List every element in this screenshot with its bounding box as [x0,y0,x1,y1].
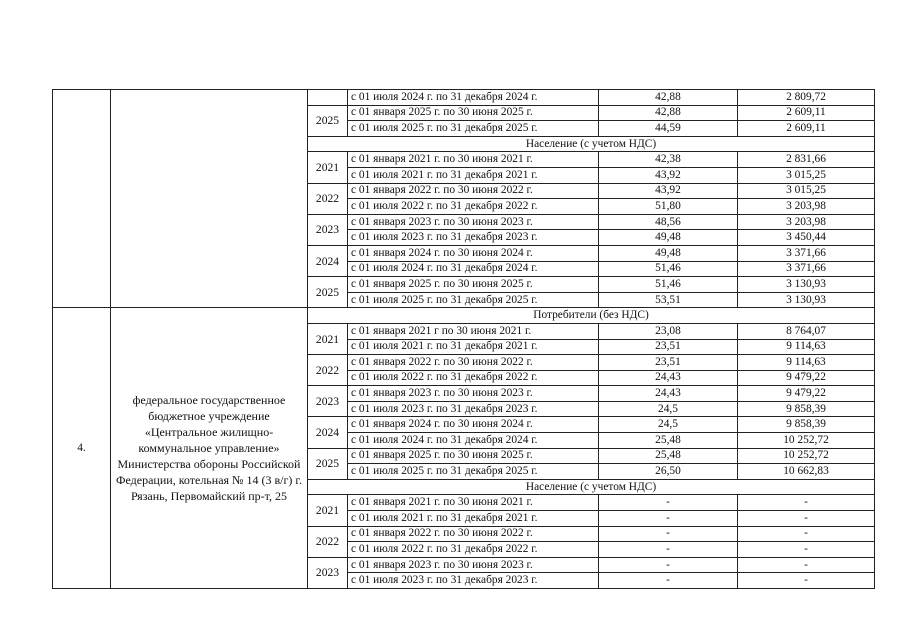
tariff-value-cell: - [599,495,738,511]
period-cell: с 01 января 2021 г. по 30 июня 2021 г. [348,495,599,511]
period-cell: с 01 января 2022 г. по 30 июня 2022 г. [348,183,599,199]
tariff-value-cell: 43,92 [599,183,738,199]
year-cell: 2022 [308,526,348,557]
year-cell: 2025 [308,105,348,136]
period-cell: с 01 июля 2025 г. по 31 декабря 2025 г. [348,292,599,308]
period-cell: с 01 января 2025 г. по 30 июня 2025 г. [348,448,599,464]
tariff-value-cell: - [599,542,738,558]
tariff-value-cell: 25,48 [599,448,738,464]
tariff-value-cell: 24,5 [599,417,738,433]
year-cell: 2021 [308,323,348,354]
year-cell: 2024 [308,245,348,276]
year-cell: 2025 [308,448,348,479]
tariff-value-cell: 42,88 [599,105,738,121]
year-cell: 2025 [308,277,348,308]
tariff-value-cell-2: 9 114,63 [738,355,875,371]
period-cell: с 01 июля 2024 г. по 31 декабря 2024 г. [348,261,599,277]
tariff-value-cell-2: - [738,573,875,589]
tariff-value-cell: 42,38 [599,152,738,168]
tariff-value-cell-2: 2 809,72 [738,90,875,106]
period-cell: с 01 января 2022 г. по 30 июня 2022 г. [348,355,599,371]
tariff-value-cell-2: 8 764,07 [738,323,875,339]
tariff-value-cell: - [599,526,738,542]
tariff-value-cell: 26,50 [599,464,738,480]
period-cell: с 01 января 2023 г. по 30 июня 2023 г. [348,386,599,402]
tariff-value-cell-2: 2 831,66 [738,152,875,168]
tariff-value-cell-2: 2 609,11 [738,105,875,121]
tariff-table-body [53,90,875,589]
year-cell: 2023 [308,386,348,417]
year-cell: 2022 [308,183,348,214]
tariff-value-cell: 51,46 [599,261,738,277]
tariff-value-cell-2: 10 662,83 [738,464,875,480]
period-cell: с 01 июля 2021 г. по 31 декабря 2021 г. [348,167,599,183]
tariff-value-cell-2: - [738,557,875,573]
period-cell: с 01 января 2025 г. по 30 июня 2025 г. [348,277,599,293]
category-heading: Население (с учетом НДС) [308,479,875,495]
tariff-value-cell: 51,46 [599,277,738,293]
category-heading: Население (с учетом НДС) [308,136,875,152]
tariff-value-cell: 43,92 [599,167,738,183]
period-cell: с 01 января 2021 г по 30 июня 2021 г. [348,323,599,339]
tariff-value-cell-2: - [738,542,875,558]
period-cell: с 01 июля 2023 г. по 31 декабря 2023 г. [348,230,599,246]
tariff-value-cell-2: 3 130,93 [738,277,875,293]
period-cell: с 01 января 2021 г. по 30 июня 2021 г. [348,152,599,168]
period-cell: с 01 января 2023 г. по 30 июня 2023 г. [348,557,599,573]
tariff-value-cell: 24,43 [599,386,738,402]
tariff-value-cell-2: 9 858,39 [738,417,875,433]
period-cell: с 01 июля 2025 г. по 31 декабря 2025 г. [348,121,599,137]
tariff-value-cell: 53,51 [599,292,738,308]
year-cell: 2021 [308,495,348,526]
tariff-value-cell-2: 3 450,44 [738,230,875,246]
tariff-value-cell-2: 9 114,63 [738,339,875,355]
period-cell: с 01 июля 2022 г. по 31 декабря 2022 г. [348,370,599,386]
tariff-value-cell-2: 10 252,72 [738,448,875,464]
year-cell: 2021 [308,152,348,183]
tariff-value-cell-2: - [738,526,875,542]
tariff-value-cell-2: 2 609,11 [738,121,875,137]
tariff-value-cell: 51,80 [599,199,738,215]
period-cell: с 01 июля 2021 г. по 31 декабря 2021 г. [348,339,599,355]
period-cell: с 01 января 2024 г. по 30 июня 2024 г. [348,417,599,433]
period-cell: с 01 июля 2024 г. по 31 декабря 2024 г. [348,433,599,449]
tariff-value-cell: 25,48 [599,433,738,449]
tariff-value-cell: 44,59 [599,121,738,137]
tariff-value-cell: 48,56 [599,214,738,230]
tariff-value-cell: 49,48 [599,245,738,261]
tariff-value-cell-2: 9 479,22 [738,386,875,402]
tariff-value-cell-2: - [738,511,875,527]
entry-number-cell [53,90,111,308]
tariff-value-cell: 24,5 [599,401,738,417]
tariff-value-cell-2: - [738,495,875,511]
tariff-value-cell: 23,51 [599,355,738,371]
tariff-value-cell: 23,51 [599,339,738,355]
tariff-table [52,89,875,589]
tariff-value-cell: 23,08 [599,323,738,339]
tariff-value-cell-2: 3 130,93 [738,292,875,308]
tariff-value-cell: 49,48 [599,230,738,246]
period-cell: с 01 января 2024 г. по 30 июня 2024 г. [348,245,599,261]
tariff-row [53,90,875,106]
period-cell: с 01 июля 2024 г. по 31 декабря 2024 г. [348,90,599,106]
year-cell: 2023 [308,557,348,588]
period-cell: с 01 января 2023 г. по 30 июня 2023 г. [348,214,599,230]
category-heading: Потребители (без НДС) [308,308,875,324]
tariff-value-cell: 24,43 [599,370,738,386]
period-cell: с 01 июля 2022 г. по 31 декабря 2022 г. [348,199,599,215]
tariff-value-cell: 42,88 [599,90,738,106]
period-cell: с 01 июля 2025 г. по 31 декабря 2025 г. [348,464,599,480]
tariff-value-cell-2: 3 203,98 [738,199,875,215]
tariff-value-cell-2: 9 479,22 [738,370,875,386]
period-cell: с 01 июля 2023 г. по 31 декабря 2023 г. [348,401,599,417]
tariff-value-cell-2: 3 015,25 [738,183,875,199]
tariff-value-cell: - [599,511,738,527]
period-cell: с 01 января 2022 г. по 30 июня 2022 г. [348,526,599,542]
tariff-value-cell: - [599,573,738,589]
organization-cell: федеральное государственное бюджетное учреждение «Центральное жилищно-коммунальное управление» Министерства обороны Российской Федерации, котельная № 14 (3 в/г) г. Рязань, Первомайский пр-т, 25 [111,308,308,589]
period-cell: с 01 июля 2021 г. по 31 декабря 2021 г. [348,511,599,527]
tariff-value-cell-2: 3 015,25 [738,167,875,183]
tariff-value-cell-2: 9 858,39 [738,401,875,417]
period-cell: с 01 июля 2023 г. по 31 декабря 2023 г. [348,573,599,589]
year-cell: 2023 [308,214,348,245]
period-cell: с 01 июля 2022 г. по 31 декабря 2022 г. [348,542,599,558]
period-cell: с 01 января 2025 г. по 30 июня 2025 г. [348,105,599,121]
year-cell: 2024 [308,417,348,448]
organization-cell [111,90,308,308]
tariff-value-cell-2: 10 252,72 [738,433,875,449]
tariff-value-cell: - [599,557,738,573]
tariff-value-cell-2: 3 371,66 [738,261,875,277]
year-cell [308,90,348,106]
year-cell: 2022 [308,355,348,386]
entry-number-cell: 4. [53,308,111,589]
tariff-value-cell-2: 3 371,66 [738,245,875,261]
tariff-value-cell-2: 3 203,98 [738,214,875,230]
category-header-row [53,308,875,324]
